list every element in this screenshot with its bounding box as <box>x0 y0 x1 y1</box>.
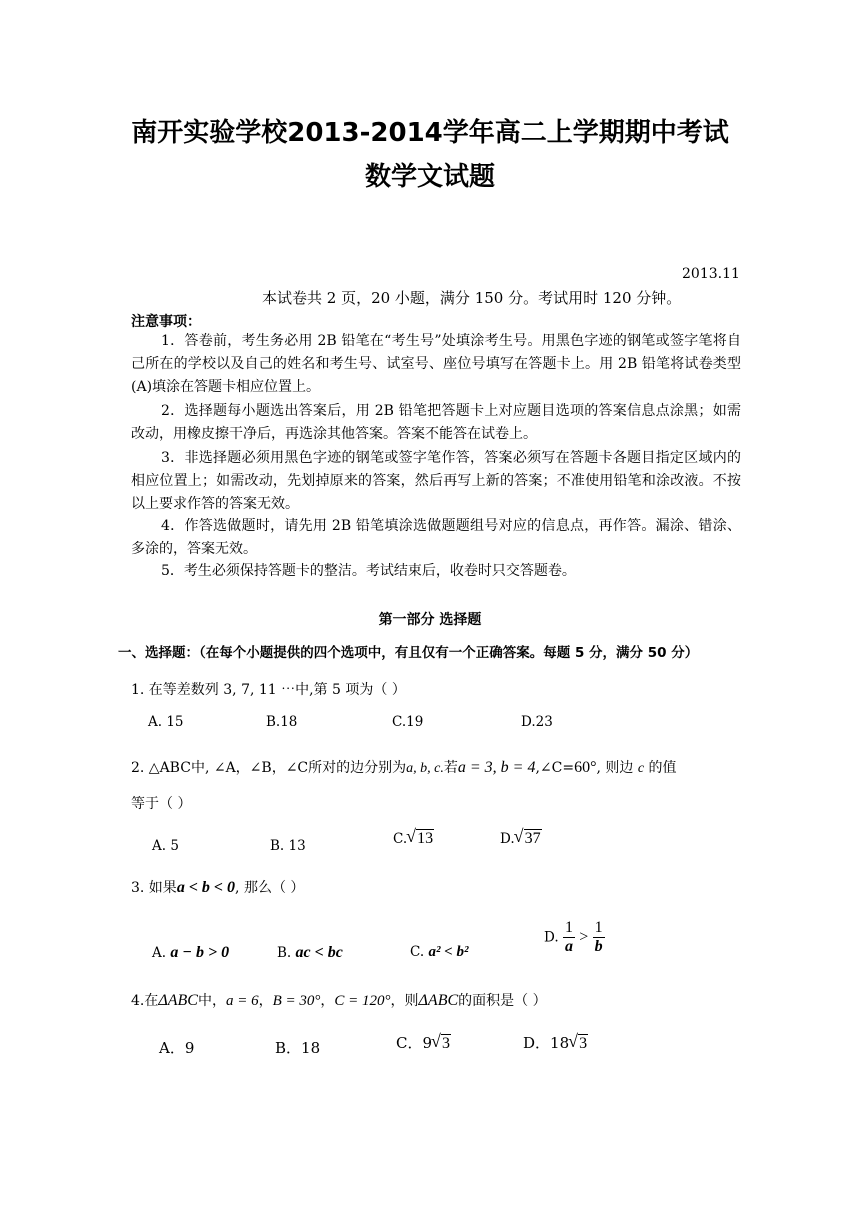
q3-option-b <box>277 944 343 962</box>
q4-option-c-radicand: 3 <box>442 1035 451 1052</box>
page-title: 南开实验学校2013-2014学年高二上学期期中考试 <box>131 118 729 148</box>
sqrt-icon <box>432 1035 451 1053</box>
q4-option-d <box>523 1032 588 1053</box>
q4-angle-c: C = 120° <box>334 993 391 1009</box>
exam-date: 2013.11 <box>682 266 740 282</box>
part1-title: 第一部分 选择题 <box>378 612 482 628</box>
notice-item-3: 3．非选择题必须用黑色字迹的钢笔或签字笔作答，答案必须写在答题卡各题目指定区域内的相应位置上；如需改动，先划掉原来的答案，然后再写上新的答案；不准使用铅笔和涂改液。不按以上要求作答的答案无效。 <box>131 450 741 512</box>
notice-item-2: 2．选择题每小题选出答案后，用 2B 铅笔把答题卡上对应题目选项的答案信息点涂黑；如需改动，用橡皮擦干净后，再选涂其他答案。答案不能答在试卷上。 <box>131 403 741 442</box>
page-subtitle: 数学文试题 <box>364 162 495 192</box>
q2-option-c <box>393 830 434 848</box>
q4-side-a: a = 6 <box>225 993 259 1009</box>
q4-option-d-radicand: 3 <box>579 1035 588 1052</box>
q4-text-a: 4.在 <box>131 993 159 1009</box>
q3-d-num2: 1 <box>594 919 603 936</box>
q3-d-num1: 1 <box>564 919 573 936</box>
q3-option-d <box>544 919 605 956</box>
q2-option-c-label: C. <box>393 831 408 847</box>
q2-vars: a, b, c. <box>406 761 444 776</box>
q4-option-b: B．18 <box>275 1039 321 1057</box>
q1-option-b: B.18 <box>266 714 298 730</box>
q2-given: a = 3, b = 4 <box>457 759 536 776</box>
q4-option-a: A．9 <box>159 1039 195 1057</box>
notice-item-1: 1．答卷前，考生务必用 2B 铅笔在“考生号”处填涂考生号。用黑色字迹的钢笔或签字笔将自己所在的学校以及自己的姓名和考生号、试室号、座位号填写在答题卡上。用 2B 铅笔将试卷类型(A)填涂在答题卡相应位置上。 <box>131 333 741 395</box>
q3-d-rel: > <box>579 928 589 946</box>
q2-angle: 60° <box>574 759 597 776</box>
sqrt-icon <box>407 830 434 848</box>
q4-triangle-2: ΔABC <box>418 992 459 1009</box>
q1-option-a: A. 15 <box>148 714 184 730</box>
q4-text-d: ， <box>320 993 335 1009</box>
q4-option-d-label: D．18 <box>523 1034 570 1052</box>
q2-option-c-radicand: 13 <box>417 830 434 847</box>
q4-option-c-label: C．9 <box>396 1034 433 1052</box>
sqrt-icon <box>569 1035 588 1053</box>
q2-option-b: B. 13 <box>270 838 306 854</box>
q2-option-d-label: D. <box>500 831 515 847</box>
q2-text-e: 的值 <box>648 760 677 776</box>
notice-item-4: 4．作答选做题时，请先用 2B 铅笔填涂选做题题组号对应的信息点，再作答。漏涂、错涂、多涂的，答案无效。 <box>131 518 741 557</box>
q4-text-e: ，则 <box>390 993 419 1009</box>
section-heading: 一、选择题：（在每个小题提供的四个选项中，有且仅有一个正确答案。每题 5 分，满分 50 分） <box>118 645 699 661</box>
q3-text-a: 3. 如果 <box>131 880 177 896</box>
question-1-stem: 1. 在等差数列 3, 7, 11 ⋯中,第 5 项为（ ） <box>131 682 406 698</box>
q3-option-c-expr: a² < b² <box>428 944 469 960</box>
q2-text-d: , 则边 <box>596 760 634 776</box>
q3-option-d-label: D. <box>544 929 559 946</box>
q2-var-c: c <box>637 761 645 776</box>
q4-triangle: ΔABC <box>158 992 198 1009</box>
q4-angle-b: B = 30° <box>272 993 321 1009</box>
q3-option-a-expr: a − b > 0 <box>170 944 230 961</box>
fraction-icon <box>563 919 575 956</box>
q3-condition: a < b < 0 <box>176 879 236 896</box>
q2-option-d <box>500 830 542 848</box>
question-4-stem <box>131 990 547 1010</box>
q1-option-d: D.23 <box>521 714 553 730</box>
q3-option-c <box>410 944 468 961</box>
q2-text-a: 2. △ABC中, ∠A，∠B，∠C所对的边分别为 <box>131 760 407 776</box>
q4-text-b: 中， <box>197 993 226 1009</box>
q3-option-b-expr: ac < bc <box>295 944 343 961</box>
q3-option-a-label: A. <box>152 945 167 961</box>
question-2-stem <box>131 757 677 777</box>
question-2-stem-line2: 等于（ ） <box>131 796 192 812</box>
sqrt-icon <box>515 830 542 848</box>
q2-text-b: 若 <box>443 760 458 776</box>
notice-item-5: 5．考生必须保持答题卡的整洁。考试结束后，收卷时只交答题卷。 <box>161 563 576 579</box>
q4-text-c: ， <box>258 993 273 1009</box>
q2-option-a: A. 5 <box>152 838 179 854</box>
q2-option-d-radicand: 37 <box>524 830 541 847</box>
question-3-stem <box>131 877 304 897</box>
q3-option-a <box>152 944 229 962</box>
q3-d-den2: b <box>594 938 603 955</box>
fraction-icon <box>593 919 605 956</box>
q3-option-c-label: C. <box>410 944 425 960</box>
q4-text-f: 的面积是（ ） <box>458 993 547 1009</box>
q2-text-c: ,∠C= <box>535 760 575 776</box>
exam-intro: 本试卷共 2 页，20 小题，满分 150 分。考试用时 120 分钟。 <box>262 289 682 307</box>
q3-text-b: , 那么（ ） <box>235 880 305 896</box>
q1-option-c: C.19 <box>392 714 424 730</box>
notice-heading: 注意事项： <box>131 314 201 330</box>
q3-option-b-label: B. <box>277 945 292 961</box>
q4-option-c <box>396 1032 451 1053</box>
q3-d-den1: a <box>564 938 573 955</box>
